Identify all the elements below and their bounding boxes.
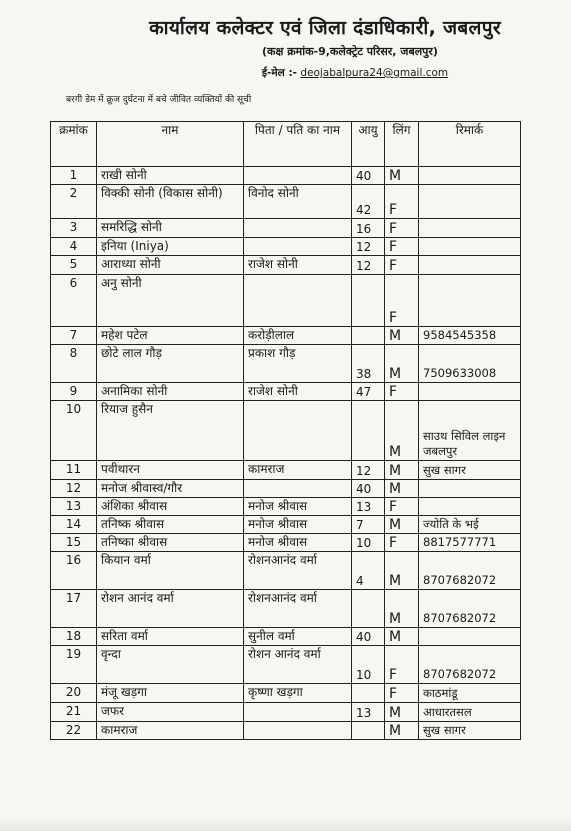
table-row: [51, 590, 521, 628]
cell-father: [244, 167, 352, 185]
table-row: [51, 327, 521, 345]
cell-father: राजेश सोनी: [244, 383, 352, 401]
cell-age: 16: [352, 219, 385, 238]
table-row: [51, 534, 521, 552]
cell-sno: 1: [51, 167, 97, 185]
cell-age: 12: [352, 256, 385, 275]
cell-gender: M: [385, 552, 419, 590]
cell-age: 38: [352, 345, 385, 383]
cell-name: सरिता वर्मा: [97, 628, 244, 646]
cell-name: अनामिका सोनी: [97, 383, 244, 401]
table-header-row: [51, 122, 521, 167]
cell-name: आराध्या सोनी: [97, 256, 244, 275]
cell-sno: 7: [51, 327, 97, 345]
cell-gender: M: [385, 167, 419, 185]
cell-remark: 8707682072: [419, 646, 521, 684]
cell-name: महेश पटेल: [97, 327, 244, 345]
cell-gender: M: [385, 703, 419, 722]
cell-gender: M: [385, 461, 419, 480]
cell-father: रोशन आनंद वर्मा: [244, 646, 352, 684]
cell-name: वृन्दा: [97, 646, 244, 684]
cell-father: सुनील वर्मा: [244, 628, 352, 646]
cell-age: 7: [352, 516, 385, 534]
cell-age: 13: [352, 703, 385, 722]
cell-sno: 17: [51, 590, 97, 628]
cell-father: विनोद सोनी: [244, 185, 352, 219]
cell-father: प्रकाश गौड़: [244, 345, 352, 383]
table-row: [51, 684, 521, 703]
table-row: [51, 516, 521, 534]
table-row: [51, 219, 521, 238]
table-row: [51, 167, 521, 185]
cell-gender: F: [385, 238, 419, 256]
cell-sno: 2: [51, 185, 97, 219]
cell-name: अंशिका श्रीवास: [97, 498, 244, 516]
cell-name: अनु सोनी: [97, 275, 244, 327]
cell-remark: काठमांडू: [419, 684, 521, 703]
col-header-name: नाम: [97, 122, 244, 167]
cell-remark: 7509633008: [419, 345, 521, 383]
table-row: [51, 256, 521, 275]
table-row: [51, 185, 521, 219]
col-header-father: पिता / पति का नाम: [244, 122, 352, 167]
cell-gender: M: [385, 516, 419, 534]
cell-father: रोशनआनंद वर्मा: [244, 590, 352, 628]
cell-sno: 13: [51, 498, 97, 516]
cell-name: रोशन आनंद वर्मा: [97, 590, 244, 628]
cell-gender: M: [385, 345, 419, 383]
cell-name: राखी सोनी: [97, 167, 244, 185]
cell-gender: M: [385, 327, 419, 345]
page-edge: [0, 818, 571, 831]
survivors-table: [50, 121, 521, 740]
cell-sno: 20: [51, 684, 97, 703]
cell-sno: 8: [51, 345, 97, 383]
cell-father: [244, 703, 352, 722]
cell-age: 10: [352, 534, 385, 552]
cell-age: 47: [352, 383, 385, 401]
cell-sno: 18: [51, 628, 97, 646]
cell-father: [244, 480, 352, 498]
cell-sno: 5: [51, 256, 97, 275]
cell-remark: [419, 480, 521, 498]
table-row: [51, 498, 521, 516]
table-row: [51, 461, 521, 480]
cell-father: [244, 275, 352, 327]
office-address: (कक्ष क्रमांक-9,कलेक्ट्रेट परिसर, जबलपुर): [262, 45, 438, 58]
cell-age: [352, 327, 385, 345]
cell-gender: M: [385, 401, 419, 461]
cell-sno: 14: [51, 516, 97, 534]
cell-father: [244, 238, 352, 256]
cell-age: [352, 275, 385, 327]
cell-remark: [419, 498, 521, 516]
cell-father: कृष्णा खड़गा: [244, 684, 352, 703]
col-header-gender: लिंग: [385, 122, 419, 167]
cell-age: 13: [352, 498, 385, 516]
cell-sno: 3: [51, 219, 97, 238]
cell-remark: 8817577771: [419, 534, 521, 552]
cell-father: [244, 401, 352, 461]
cell-sno: 4: [51, 238, 97, 256]
cell-remark: [419, 238, 521, 256]
cell-gender: M: [385, 628, 419, 646]
cell-remark: [419, 275, 521, 327]
cell-age: 12: [352, 461, 385, 480]
cell-gender: F: [385, 275, 419, 327]
cell-sno: 9: [51, 383, 97, 401]
cell-father: [244, 722, 352, 740]
cell-name: मंजू खड़गा: [97, 684, 244, 703]
cell-gender: F: [385, 498, 419, 516]
cell-remark: आधारतसल: [419, 703, 521, 722]
cell-remark: 8707682072: [419, 590, 521, 628]
cell-father: मनोज श्रीवास: [244, 498, 352, 516]
cell-gender: F: [385, 684, 419, 703]
cell-name: समरिद्धि सोनी: [97, 219, 244, 238]
cell-sno: 10: [51, 401, 97, 461]
cell-gender: F: [385, 185, 419, 219]
cell-gender: F: [385, 534, 419, 552]
col-header-remark: रिमार्क: [419, 122, 521, 167]
email-address: deojabalpura24@gmail.com: [300, 67, 449, 79]
cell-remark: 9584545358: [419, 327, 521, 345]
cell-age: 40: [352, 480, 385, 498]
cell-sno: 21: [51, 703, 97, 722]
cell-sno: 15: [51, 534, 97, 552]
cell-gender: M: [385, 480, 419, 498]
table-row: [51, 383, 521, 401]
cell-remark: [419, 256, 521, 275]
cell-father: [244, 219, 352, 238]
table-row: [51, 401, 521, 461]
col-header-sno: क्रमांक: [51, 122, 97, 167]
cell-remark: साउथ सिविल लाइन जबलपुर: [419, 401, 521, 461]
cell-sno: 11: [51, 461, 97, 480]
cell-name: कियान वर्मा: [97, 552, 244, 590]
cell-father: रोशनआनंद वर्मा: [244, 552, 352, 590]
cell-father: मनोज श्रीवास: [244, 516, 352, 534]
cell-father: मनोज श्रीवास: [244, 534, 352, 552]
cell-sno: 16: [51, 552, 97, 590]
cell-gender: M: [385, 722, 419, 740]
cell-name: तनिष्का श्रीवास: [97, 534, 244, 552]
cell-sno: 19: [51, 646, 97, 684]
cell-father: कामराज: [244, 461, 352, 480]
table-row: [51, 238, 521, 256]
table-row: [51, 552, 521, 590]
cell-age: 42: [352, 185, 385, 219]
cell-gender: F: [385, 256, 419, 275]
cell-age: [352, 401, 385, 461]
cell-age: [352, 590, 385, 628]
table-row: [51, 703, 521, 722]
cell-sno: 22: [51, 722, 97, 740]
cell-gender: M: [385, 590, 419, 628]
cell-remark: [419, 219, 521, 238]
cell-age: 10: [352, 646, 385, 684]
cell-name: छोटे लाल गौड़: [97, 345, 244, 383]
cell-name: पवीथारन: [97, 461, 244, 480]
office-title: कार्यालय कलेक्टर एवं जिला दंडाधिकारी, जबलपुर: [149, 17, 501, 39]
cell-age: [352, 684, 385, 703]
email-line: [240, 66, 470, 80]
cell-name: मनोज श्रीवास्व/गौर: [97, 480, 244, 498]
cell-remark: 8707682072: [419, 552, 521, 590]
cell-name: कामराज: [97, 722, 244, 740]
cell-remark: [419, 185, 521, 219]
cell-name: तनिष्क श्रीवास: [97, 516, 244, 534]
cell-age: 40: [352, 167, 385, 185]
cell-gender: F: [385, 219, 419, 238]
email-label: ई-मेल :-: [261, 67, 297, 79]
table-row: [51, 480, 521, 498]
cell-remark: ज्योति के भई: [419, 516, 521, 534]
cell-age: 4: [352, 552, 385, 590]
cell-remark: सुख सागर: [419, 722, 521, 740]
col-header-age: आयु: [352, 122, 385, 167]
cell-name: इनिया (Iniya): [97, 238, 244, 256]
table-row: [51, 275, 521, 327]
cell-remark: सुख सागर: [419, 461, 521, 480]
table-row: [51, 628, 521, 646]
cell-father: राजेश सोनी: [244, 256, 352, 275]
cell-remark: [419, 167, 521, 185]
cell-remark: [419, 628, 521, 646]
cell-name: विक्की सोनी (विकास सोनी): [97, 185, 244, 219]
cell-age: 40: [352, 628, 385, 646]
list-caption: बरगी डेम में क्रूज दुर्घटना में बचे जीवित व्यक्तियों की सूची: [66, 95, 252, 105]
cell-remark: [419, 383, 521, 401]
table-row: [51, 345, 521, 383]
cell-gender: F: [385, 383, 419, 401]
cell-age: [352, 722, 385, 740]
table-row: [51, 646, 521, 684]
table-row: [51, 722, 521, 740]
cell-gender: F: [385, 646, 419, 684]
cell-name: जफर: [97, 703, 244, 722]
cell-name: रियाज हुसैन: [97, 401, 244, 461]
cell-sno: 12: [51, 480, 97, 498]
cell-father: करोड़ीलाल: [244, 327, 352, 345]
cell-age: 12: [352, 238, 385, 256]
cell-sno: 6: [51, 275, 97, 327]
